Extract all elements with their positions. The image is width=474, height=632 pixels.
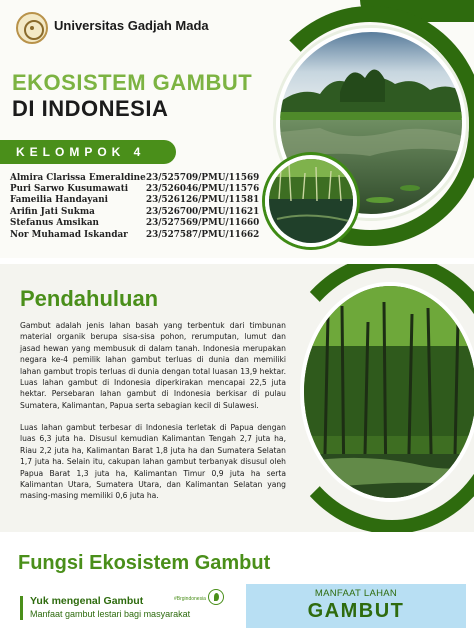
banner-line-2: GAMBUT: [307, 600, 405, 622]
introduction-slide: [0, 264, 474, 532]
title-line-2: DI INDONESIA: [12, 96, 169, 121]
accent-bar: [20, 596, 23, 620]
cover-slide: [0, 0, 474, 258]
member-nim: 23/527569/PMU/11660: [146, 218, 260, 229]
section-heading: Pendahuluan: [20, 286, 159, 311]
intro-paragraph-2: Luas lahan gambut terbesar di Indonesia terletak di Papua dengan luas 6,3 juta ha. Disusul kemudian Kalimantan Tengah 2,7 juta ha, Riau 2,2 juta ha, Kalimantan Barat 1,8 juta ha dan Sumatera Selatan 1,7 juta ha. Selain itu, cakupan lahan gambut terbanyak disusul oleh Papua Barat 1,3 juta ha, Kalimantan Timur 0,9 juta ha serta Kalimantan Utara, Sumatera Utara, dan Kalimantan Selatan yang masing-masing memiliki 0,6 juta ha.: [20, 423, 286, 501]
member-nim: 23/526046/PMU/11576: [146, 184, 260, 195]
video-caption: Manfaat gambut lestari bagi masyarakat: [30, 609, 191, 619]
intro-paragraph-1: Gambut adalah jenis lahan basah yang terbentuk dari timbunan material organik berupa sisa-sisa pohon, rerumputan, lumut dan jasad hewan yang membusuk di dalam tanah. Indonesia merupakan negara ke-4 pemilik lahan gambut terluas di dunia dan memiliki lahan gambut tropis terluas di dunia dengan total luasan 13,9 hektar. Luas lahan gambut di Indonesia diperkirakan mencapai 22,5 juta hektar. Persebaran lahan gambut di Indonesia berkisar di pulau Sumatera, Kalimantan, Papua serta sebagian kecil di Sulawesi.: [20, 321, 286, 410]
member-row: [10, 218, 259, 229]
member-row: [10, 229, 259, 240]
member-name: Arifin Jati Sukma: [10, 206, 95, 217]
member-list: [10, 172, 259, 240]
university-name: Universitas Gadjah Mada: [54, 18, 209, 33]
leaf-icon: [208, 589, 224, 605]
university-logo-icon: [16, 12, 48, 44]
peat-swamp-photo: [265, 155, 357, 247]
member-name: Stefanus Amsikan: [10, 218, 99, 229]
member-row: [10, 183, 259, 194]
section-heading: Fungsi Ekosistem Gambut: [18, 552, 271, 574]
member-nim: 23/527587/PMU/11662: [146, 229, 260, 240]
forest-illustration: [304, 286, 474, 498]
peat-forest-photo: [300, 282, 474, 502]
banner-line-1: MANFAAT LAHAN: [314, 588, 398, 599]
member-nim: 23/525709/PMU/11569: [146, 172, 260, 183]
benefit-banner: [246, 584, 466, 628]
member-name: Almira Clarissa Emeraldine: [10, 172, 146, 183]
member-row: [10, 206, 259, 217]
member-row: [10, 172, 259, 183]
member-name: Fameilia Handayani: [10, 195, 108, 206]
member-name: Nor Muhamad Iskandar: [10, 229, 128, 240]
functions-slide: [0, 538, 474, 632]
video-title: Yuk mengenal Gambut: [30, 595, 144, 607]
group-label: KELOMPOK 4: [0, 140, 176, 164]
title-line-1: EKOSISTEM GAMBUT: [12, 70, 253, 95]
swamp-illustration: [269, 159, 353, 243]
member-name: Puri Sarwo Kusumawati: [10, 184, 129, 195]
member-nim: 23/526700/PMU/11621: [146, 206, 260, 217]
member-nim: 23/526126/PMU/11581: [146, 195, 260, 206]
member-row: [10, 195, 259, 206]
hashtag-label: #Brgindonesia: [174, 596, 206, 602]
